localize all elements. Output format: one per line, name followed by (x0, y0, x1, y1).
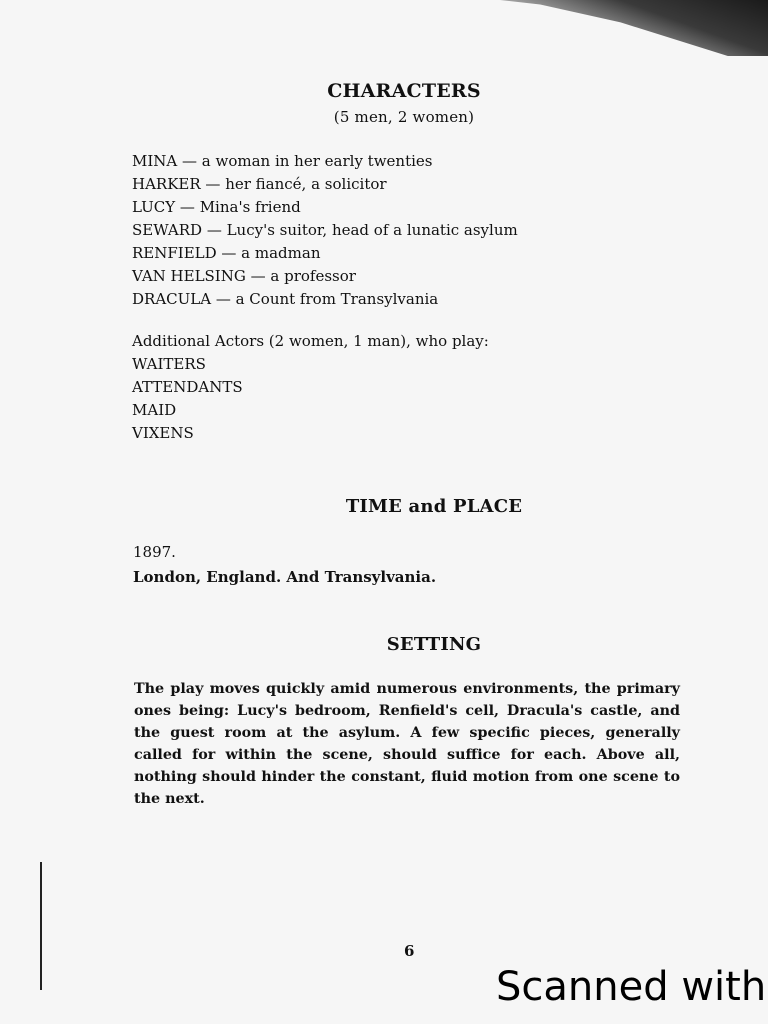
additional-role: MAID (132, 401, 177, 419)
characters-subtitle: (5 men, 2 women) (333, 108, 475, 126)
cast-item: HARKER — her fiancé, a solicitor (132, 175, 387, 193)
page-number: 6 (404, 942, 415, 960)
additional-role: ATTENDANTS (132, 378, 243, 396)
cast-item: LUCY — Mina's friend (132, 198, 301, 216)
place-text: London, England. And Transylvania. (133, 568, 437, 586)
cast-list (132, 150, 612, 311)
additional-role: VIXENS (132, 424, 194, 442)
additional-role: WAITERS (132, 355, 206, 373)
additional-roles-list (132, 353, 612, 445)
cast-item: DRACULA — a Count from Transylvania (132, 290, 439, 308)
setting-heading: SETTING (386, 634, 482, 655)
watermark-text: Scanned with (496, 964, 767, 1010)
setting-paragraph: The play moves quickly amid numerous environments, the primary ones being: Lucy's bedroom, Renfield's cell, Dracula's castle, and the guest room at the asylum. A few specific pieces, generally called for within the scene, should suffice for each. Above all, nothing should hinder the constant, fluid motion from one scene to the next. (134, 681, 680, 807)
time-place-text (133, 540, 436, 590)
cast-item: RENFIELD — a madman (132, 244, 321, 262)
scanner-watermark (496, 964, 768, 1024)
cast-item: VAN HELSING — a professor (132, 267, 356, 285)
time-place-heading: TIME and PLACE (345, 496, 523, 517)
additional-actors (132, 330, 612, 445)
characters-heading: CHARACTERS (327, 80, 481, 102)
time-year: 1897. (133, 543, 176, 561)
cast-item: SEWARD — Lucy's suitor, head of a lunatic asylum (132, 221, 518, 239)
additional-actors-intro: Additional Actors (2 women, 1 man), who play: (132, 332, 489, 350)
scan-shadow-left (40, 862, 42, 990)
cast-item: MINA — a woman in her early twenties (132, 152, 433, 170)
scan-shadow-top (500, 0, 768, 56)
